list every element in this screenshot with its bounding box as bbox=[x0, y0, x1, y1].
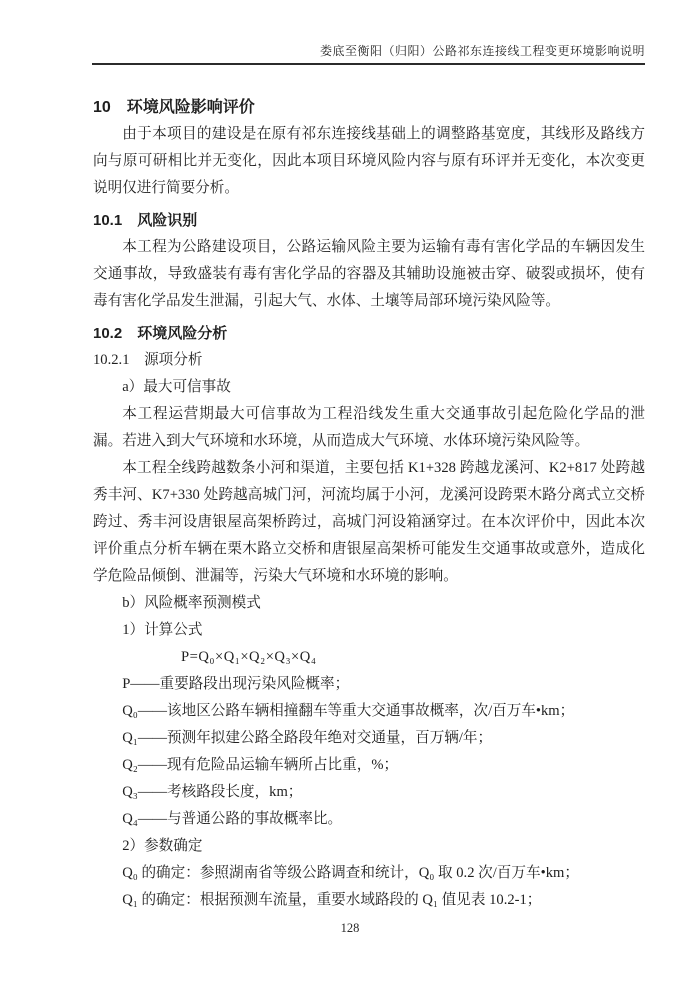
list-item-1-calculation-formula: 1）计算公式 bbox=[122, 622, 203, 638]
page-body bbox=[93, 90, 645, 914]
list-item-a-max-credible-accident: a）最大可信事故 bbox=[122, 379, 231, 395]
paragraph-intro: 由于本项目的建设是在原有祁东连接线基础上的调整路基宽度，其线形及路线方向与原可研相比并无变化，因此本项目环境风险内容与原有环评并无变化，本次变更说明仅进行简要分析。 bbox=[93, 126, 645, 196]
definition-q3: Q₃——考核路段长度，km； bbox=[122, 784, 303, 800]
subsection-heading-source-analysis: 10.2.1 源项分析 bbox=[93, 352, 203, 368]
paragraph-risk-identification: 本工程为公路建设项目，公路运输风险主要为运输有毒有害化学品的车辆因发生交通事故，导致盛装有毒有害化学品的容器及其辅助设施被击穿、破裂或损坏，使有毒有害化学品发生泄漏，引起大气、水体、土壤等局部环境污染风险等。 bbox=[93, 239, 645, 309]
section-heading-risk-analysis: 10.2 环境风险分析 bbox=[93, 325, 228, 342]
page-number: 128 bbox=[340, 921, 360, 935]
definition-q4: Q₄——与普通公路的事故概率比。 bbox=[122, 811, 343, 827]
parameter-q1-determination: Q₁ 的确定：根据预测车流量，重要水域路段的 Q₁ 值见表 10.2-1； bbox=[122, 892, 542, 908]
paragraph-river-crossings: 本工程全线跨越数条小河和渠道，主要包括 K1+328 跨越龙溪河、K2+817 处跨越秀丰河、K7+330 处跨越高城门河，河流均属于小河，龙溪河设跨栗木路分离式立交桥跨过、秀丰河设唐银屋高架桥跨过，高城门河设箱涵穿过。在本次评价中，因此本次评价重点分析车辆在栗木路立交桥和唐银屋高架桥可能发生交通事故或意外，造成化学危险品倾倒、泄漏等，污染大气环境和水环境的影响。 bbox=[93, 460, 645, 584]
page-footer bbox=[0, 921, 700, 936]
definition-q2: Q₂——现有危险品运输车辆所占比重，%； bbox=[122, 757, 399, 773]
running-header-title: 娄底至衡阳（归阳）公路祁东连接线工程变更环境影响说明 bbox=[319, 44, 645, 58]
list-item-2-parameter-determination: 2）参数确定 bbox=[122, 838, 203, 854]
list-item-b-risk-probability-model: b）风险概率预测模式 bbox=[122, 595, 261, 611]
parameter-q0-determination: Q₀ 的确定：参照湖南省等级公路调查和统计，Q₀ 取 0.2 次/百万车•km； bbox=[122, 865, 579, 881]
chapter-heading-environmental-risk: 10 环境风险影响评价 bbox=[93, 99, 255, 116]
definition-q1: Q₁——预测年拟建公路全路段年绝对交通量，百万辆/年； bbox=[122, 730, 493, 746]
paragraph-max-credible-accident: 本工程运营期最大可信事故为工程沿线发生重大交通事故引起危险化学品的泄漏。若进入到大气环境和水环境，从而造成大气环境、水体环境污染风险等。 bbox=[93, 406, 645, 449]
definition-q0: Q₀——该地区公路车辆相撞翻车等重大交通事故概率，次/百万车•km； bbox=[122, 703, 575, 719]
section-heading-risk-identification: 10.1 风险识别 bbox=[93, 212, 198, 229]
page-header bbox=[92, 42, 645, 65]
formula-risk-probability: P=Q₀×Q₁×Q₂×Q₃×Q₄ bbox=[181, 649, 317, 665]
definition-p: P——重要路段出现污染风险概率； bbox=[122, 676, 350, 692]
